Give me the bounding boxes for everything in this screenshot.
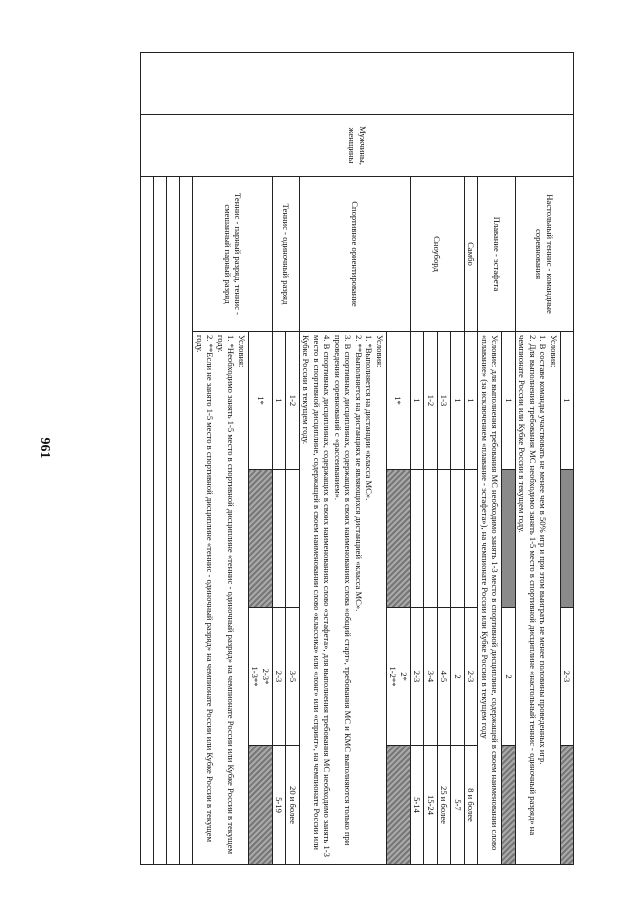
or-b-c: [386, 608, 410, 746]
snow-name: Сноуборд: [410, 177, 464, 332]
or-dark-2: [386, 746, 410, 865]
ten-r1-a: 1-2: [286, 332, 299, 470]
ten-r3-b-c: [248, 608, 272, 746]
ten-name: Теннис - одиночный разряд: [272, 177, 299, 332]
tp-cond-line: 1. *Необходимо занять 1-5 место в спортивной дисциплине «теннис - одиночный разряд» на чемпионате России или Кубке России в текущем году.: [215, 335, 237, 855]
sambo-name: Самбо: [464, 177, 477, 332]
tt-cond-line: Условия:: [548, 335, 559, 368]
tt-val-b: 2-3: [560, 608, 573, 746]
page-number: 961: [37, 437, 52, 459]
snow-r4-b: 2-3: [410, 608, 423, 746]
snow-r3-empty: [424, 470, 437, 608]
snow-r2-a: 1-3: [437, 332, 450, 470]
snow-r2-c: 25 и более: [437, 746, 450, 865]
sambo-a: 1: [464, 332, 477, 470]
or-cond-line: 1. *Выполняется на дистанции «класса МС».: [364, 335, 375, 501]
sw-name: Плавание - эстафета: [478, 177, 515, 332]
ten-r3-c: 1-3**: [250, 666, 261, 687]
or-dark: [386, 470, 410, 608]
snow-r4-c: 5-14: [410, 746, 423, 865]
sw-val-a: 1: [502, 332, 515, 470]
ten-r2-b: 2-3: [272, 608, 285, 746]
sw-empty: [502, 470, 515, 608]
filler-row: [167, 177, 180, 865]
snow-r3-c: 15-24: [424, 746, 437, 865]
gender-cell: Мужчины, женщины: [141, 115, 574, 177]
snow-r2-empty: [437, 470, 450, 608]
tt-empty: [560, 470, 573, 608]
or-cond-line: 3. В спортивных дисциплинах, содержащих в своих наименованиях слова «общий старт», требования МС и КМС выполняются только при проведении соревнований с «рассеиванием».: [332, 335, 354, 846]
sport-standards-table: [141, 52, 575, 865]
tp-cond-line: Условия:: [236, 335, 247, 368]
or-a: 1*: [386, 332, 410, 470]
or-conditions: [299, 332, 386, 865]
ten-r2-c: 5-19: [272, 746, 285, 865]
filler-row: [154, 177, 167, 865]
sambo-empty: [464, 470, 477, 608]
ten-r2-a: 1: [272, 332, 285, 470]
ten-r3-b: 2-3*: [260, 668, 271, 685]
or-b: 2*: [398, 672, 409, 681]
tp-cond-line: 2. **Если не занято 1-5 место в спортивной дисциплине «теннис - одиночный разряд» на чемпионате России или Кубке России в текущем году.: [194, 335, 216, 843]
snow-r4-a: 1: [410, 332, 423, 470]
tp-name: Теннис - парный разряд, теннис - смешанный парный разряд: [193, 177, 272, 332]
sw-dark: [502, 746, 515, 865]
tt-val-a: 1: [560, 332, 573, 470]
sw-conditions: Условие: для выполнения требования МС необходимо занять 1-3 место в спортивной дисциплине, содержащей в своем наименовании слово «плавание» (за исключением «плавание - эстафета»), на чемпионате России или Кубке России в текущем году: [478, 332, 502, 865]
sambo-c: 8 и более: [464, 746, 477, 865]
snow-r3-b: 3-4: [424, 608, 437, 746]
snow-r2-b: 4-5: [437, 608, 450, 746]
ten-r1-empty: [286, 470, 299, 608]
or-name: Спортивное ориентирование: [299, 177, 410, 332]
snow-r4-empty: [410, 470, 423, 608]
snow-r1-a: 1: [451, 332, 464, 470]
snow-r1-empty: [451, 470, 464, 608]
sambo-b: 2-3: [464, 608, 477, 746]
col-empty-1: [141, 53, 574, 115]
tt-name: Настольный теннис - командные соревнования: [515, 177, 573, 332]
tt-cond-line: 1. В составе команды участвовать не менее чем в 50% игр и при этом выиграть не менее половины проведенных игр.: [538, 335, 549, 765]
or-cond-line: 2. **Выполняется на дистанциях не являющихся дистанцией «класса МС».: [353, 335, 364, 612]
ten-r3-dark-2: [248, 746, 272, 865]
snow-r1-b: 2: [451, 608, 464, 746]
tt-dark: [560, 746, 573, 865]
filler-row: [180, 177, 193, 865]
ten-r1-c: 20 и более: [286, 746, 299, 865]
ten-r3-a: 1*: [248, 332, 272, 470]
sw-val-b: 2: [502, 608, 515, 746]
snow-r3-a: 1-2: [424, 332, 437, 470]
ten-r3-dark: [248, 470, 272, 608]
tt-cond-line: 2. Для выполнения требования МС необходимо занять 1-5 место в спортивной дисциплине «настольный теннис - одиночный разряд» на чемпионате России или Кубке России в текущем году.: [517, 335, 538, 836]
tt-conditions: [515, 332, 560, 865]
or-c: 1-2**: [388, 666, 399, 687]
filler-row: [141, 177, 154, 865]
ten-r1-b: 3-5: [286, 608, 299, 746]
snow-r1-c: 5-7: [451, 746, 464, 865]
tp-conditions: [193, 332, 248, 865]
or-cond-line: 4. В спортивных дисциплинах, содержащих в своих наименованиях слово «эстафета», для выполнения требования МС необходимо занять 1-3 место в спортивной дисциплине, содержащей в своем наименовании слово «классика» или «лонг» или «спринт», на чемпионате России или Кубке России в текущем году.: [301, 335, 333, 857]
ten-r2-empty: [272, 470, 285, 608]
or-cond-line: Условия:: [374, 335, 385, 368]
